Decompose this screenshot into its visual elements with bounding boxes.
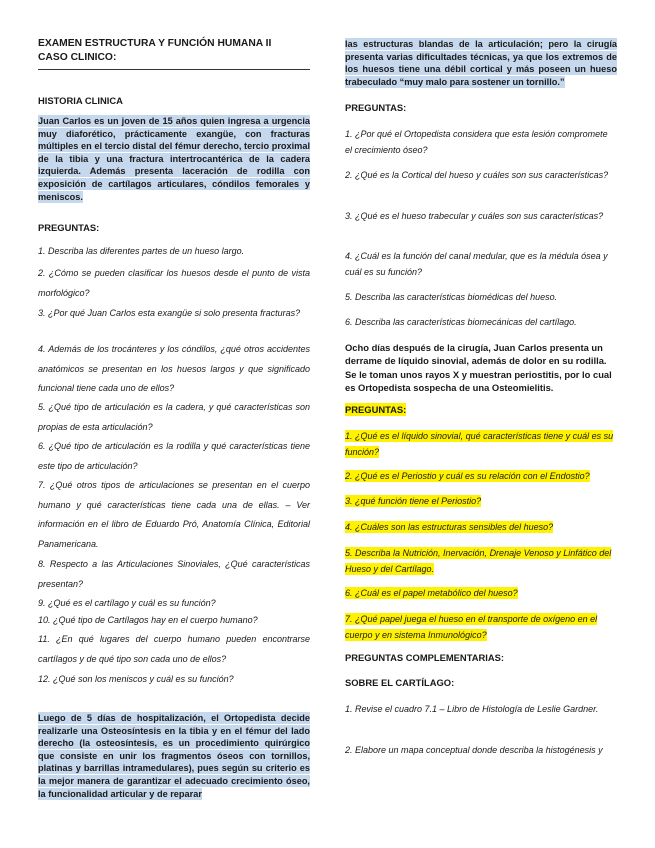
question-item: 3. ¿Qué es el hueso trabecular y cuáles son sus características? (345, 211, 604, 221)
question-item: 11. ¿En qué lugares del cuerpo humano pueden encontrarse cartílagos y de qué tipo son cada uno de ellos? (38, 634, 310, 664)
question-item: 8. Respecto a las Articulaciones Sinoviales, ¿Qué características presentan? (38, 559, 310, 589)
document-title: EXAMEN ESTRUCTURA Y FUNCIÓN HUMANA II CASO CLINICO: (38, 37, 310, 70)
hospital-paragraph: Luego de 5 días de hospitalización, el Ortopedista decide realizarle una Osteosíntesis en la tibia y en el fémur del lado derecho (la osteosíntesis, es un procedimiento quirúrgico que consiste en unir los fragmentos óseos con tornillos, platinas y barrillas intramedulares), pues según su criterio es la mejor manera de garantizar el adecuado crecimiento óseo, la funcionalidad articular y de reparar (38, 713, 310, 799)
cartilage-heading: SOBRE EL CARTÍLAGO: (345, 677, 455, 688)
highlighted-question: 1. ¿Qué es el líquido sinovial, qué características tiene y cuál es su función? (345, 431, 614, 457)
question-item: 9. ¿Qué es el cartílago y cuál es su función? (38, 598, 216, 608)
highlighted-question: 7. ¿Qué papel juega el hueso en el transporte de oxígeno en el cuerpo y en sistema Inmunológico? (345, 614, 598, 640)
questions2-heading: PREGUNTAS: (345, 404, 407, 415)
question-item: 5. Describa las características biomédicas del hueso. (345, 292, 558, 302)
complementary-item: 2. Elabore un mapa conceptual donde describa la histogénesis y (345, 745, 603, 755)
highlighted-question: 3. ¿qué función tiene el Periostio? (345, 496, 482, 506)
question-item: 4. Además de los trocánteres y los cóndilos, ¿qué otros accidentes anatómicos se presentan en los huesos largos y que significado funcional tiene cada uno de ellos? (38, 344, 310, 393)
highlighted-question: 4. ¿Cuáles son las estructuras sensibles del hueso? (345, 522, 554, 532)
complementary-item: 1. Revise el cuadro 7.1 – Libro de Histología de Leslie Gardner. (345, 704, 599, 714)
highlighted-question: 2. ¿Qué es el Periostio y cuál es su relación con el Endostio? (345, 471, 590, 481)
question-item: 5. ¿Qué tipo de articulación es la cadera, y qué características son propias de esta articulación? (38, 402, 310, 432)
highlighted-question: 6. ¿Cuál es el papel metabólico del hueso? (345, 588, 518, 598)
question-item: 2. ¿Qué es la Cortical del hueso y cuáles son sus características? (345, 170, 609, 180)
question-item: 1. Describa las diferentes partes de un hueso largo. (38, 246, 245, 256)
question-item: 10. ¿Qué tipo de Cartílagos hay en el cuerpo humano? (38, 615, 258, 625)
question-item: 6. Describa las características biomecánicas del cartílago. (345, 317, 577, 327)
question-item: 1. ¿Por qué el Ortopedista considera que esta lesión compromete el crecimiento óseo? (345, 129, 608, 155)
questions-heading: PREGUNTAS: (38, 222, 100, 233)
case-intro-paragraph: Juan Carlos es un joven de 15 años quien ingresa a urgencia muy diaforético, prácticamente exangüe, con fracturas múltiples en el tercio distal del fémur derecho, tercio proximal de la tibia y una fractura intertrocantérica de la cadera izquierda. Además presenta laceración de rodilla con exposición de cartílagos articulares, cóndilos femorales y meniscos. (38, 116, 310, 202)
question-item: 2. ¿Cómo se pueden clasificar los huesos desde el punto de vista morfológico? (38, 268, 310, 298)
question-item: 7. ¿Qué otros tipos de articulaciones se presentan en el cuerpo humano y qué características tiene cada una de ellas. – Ver información en el libro de Eduardo Pró, Anatomía Clínica, Editorial Panamericana. (38, 480, 310, 549)
question-item: 6. ¿Qué tipo de articulación es la rodilla y qué características tiene este tipo de articulación? (38, 441, 310, 471)
continuation-paragraph: las estructuras blandas de la articulación; pero la cirugía presenta varias dificultades técnicas, ya que los extremos de los huesos tiene una débil cortical y más poseen un hueso trabeculado “muy malo para sostener un tornillo.” (345, 39, 617, 87)
highlighted-question: 5. Describa la Nutrición, Inervación, Drenaje Venoso y Linfático del Hueso y del Cartílago. (345, 548, 612, 574)
question-item: 12. ¿Qué son los meniscos y cuál es su función? (38, 674, 234, 684)
post-op-paragraph: Ocho días después de la cirugía, Juan Carlos presenta un derrame de líquido sinovial, además de dolor en su rodilla. Se le toman unos rayos X y muestran periostitis, por lo cual es Ortopedista sospecha de una Osteomielitis. (345, 342, 612, 394)
history-heading: HISTORIA CLINICA (38, 95, 123, 106)
questions-heading: PREGUNTAS: (345, 102, 407, 113)
question-item: 4. ¿Cuál es la función del canal medular, que es la médula ósea y cuál es su función? (345, 251, 608, 277)
question-item: 3. ¿Por qué Juan Carlos esta exangüe si solo presenta fracturas? (38, 308, 301, 318)
complementary-heading: PREGUNTAS COMPLEMENTARIAS: (345, 652, 505, 663)
